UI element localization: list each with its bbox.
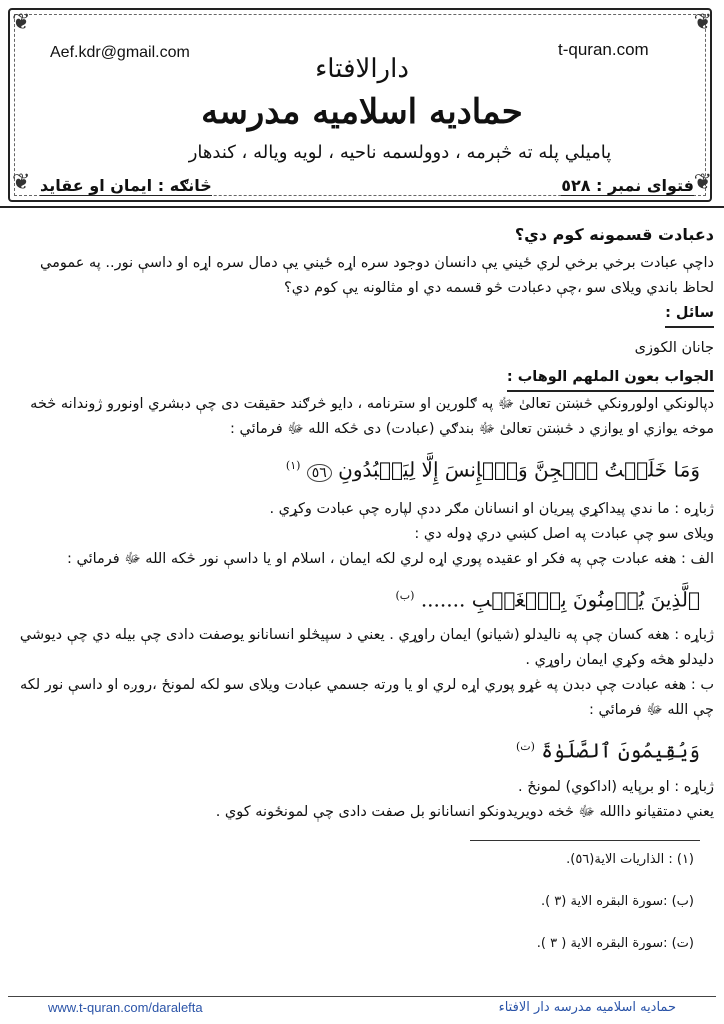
ornament-icon: ❦ — [12, 170, 31, 195]
footer-link[interactable]: www.t-quran.com/daralefta — [48, 1000, 203, 1015]
footnote: (١) : الذاريات الاية(٥٦). — [566, 852, 694, 867]
asker-name: جانان الکوزی — [634, 340, 714, 356]
answer-heading: الجواب بعون الملهم الوهاب : — [507, 365, 714, 392]
quran-verse — [8, 578, 714, 618]
question-title: دعبادت قسمونه کوم دي؟ — [514, 225, 714, 244]
question-text: داچې عبادت برخي برخي لري ځيني يې دانسان دوجود سره اړه ځيني يې دمال سره اړه او داسې نور.. په عمومي لحاظ باندي ويلای سو ،چې دعبادت څو قسمه دي او مثالونه يې کوم دي؟ — [40, 255, 714, 296]
footnote-divider — [470, 840, 700, 841]
footer-divider — [8, 996, 716, 997]
footnote-ref: (ت) — [515, 740, 535, 754]
asker-label: سائل : — [665, 301, 714, 328]
paragraph: يعني دمتقيانو داالله ﷻ څخه دويريدونکو انسانانو بل صفت دادی چې لمونځونه کوي . — [215, 803, 714, 820]
answer-intro: دپالونکي اولورونکي څښتن تعالیٰ ﷻ په ګلورين او سترنامه ، دايو څرګند حقيقت دی چې دبشري اونورو ژوندانه څخه موخه يوازي او يوازي د څښتن تعالیٰ ﷻ بندګي (عبادت) دی څکه الله ﷻ فرمائي : — [30, 396, 714, 437]
verse-text: وَمَا خَلَقۡتُ ٱلۡجِنَّ وَٱلۡإِنسَ إِلَّا لِيَعۡبُدُونِ — [338, 457, 700, 482]
fatwa-number: فتوای نمبر : ٥٢٨ — [561, 176, 694, 195]
footnote-ref: (ب) — [395, 588, 415, 602]
site-link: t-quran.com — [558, 40, 649, 59]
quran-verse — [8, 448, 714, 491]
document-body — [8, 222, 714, 825]
footnote: (ب) :سورة البقره الاية (٣ ). — [540, 894, 694, 909]
org-title: حمادیه اسلامیه مدرسه — [201, 92, 523, 132]
org-subtitle: دارالافتاء — [315, 54, 409, 84]
verse-text: وَيُقِيمُونَ ٱلصَّلَوٰةَ — [541, 738, 700, 763]
address: پامیلي پله ته څېرمه ، دوولسمه ناحیه ، لویه ویاله ، کندهار — [188, 142, 612, 163]
footnote-ref: (١) — [285, 459, 301, 472]
translation: ژباړه : ما ندي پيداکړي پيريان او انسانان مګر ددې لپاره چې عبادت وکړي . — [269, 500, 714, 517]
ornament-icon: ❦ — [693, 10, 712, 35]
fatwa-category: څانګه : ایمان او عقاید — [40, 176, 212, 195]
translation: ژباړه : هغه کسان چې په ناليدلو (شيانو) ايمان راوړي . يعني د سپيڅلو انسانانو يوصفت دادی چې بيله دي چې ديوشي دليدلو هڅه وکړي ايمان راوړي . — [19, 627, 714, 669]
paragraph: الف : هغه عبادت چې په فکر او عقيده پوري اړه لري لکه ايمان ، اسلام او يا داسې نور څکه الله ﷻ فرمائي : — [66, 550, 714, 567]
paragraph: ويلای سو چې عبادت په اصل کښي دري ډوله دي : — [414, 525, 714, 542]
verse-text: ٱلَّذِينَ يُؤۡمِنُونَ بِٱلۡغَيۡبِ ....... — [420, 587, 700, 612]
ayah-number: ٥٦ — [307, 464, 332, 482]
divider — [0, 206, 724, 208]
ornament-icon: ❦ — [12, 10, 31, 35]
email-address: Aef.kdr@gmail.com — [50, 44, 190, 61]
footnote: (ت) :سورة البقره الاية ( ٣ ). — [536, 936, 694, 951]
paragraph: ب : هغه عبادت چې دبدن په غړو پوري اړه لري او يا ورته جسمي عبادت ويلای سو لکه لمونځ ،روږه او داسې نور لکه چې الله ﷻ فرمائي : — [19, 677, 714, 719]
ornament-icon: ❦ — [693, 170, 712, 195]
quran-verse — [8, 729, 714, 769]
translation: ژباړه : او برپايه (اداکوي) لمونځ . — [517, 778, 714, 795]
footer-org: حمادیه اسلامیه مدرسه دار الافتاء — [498, 1000, 676, 1015]
